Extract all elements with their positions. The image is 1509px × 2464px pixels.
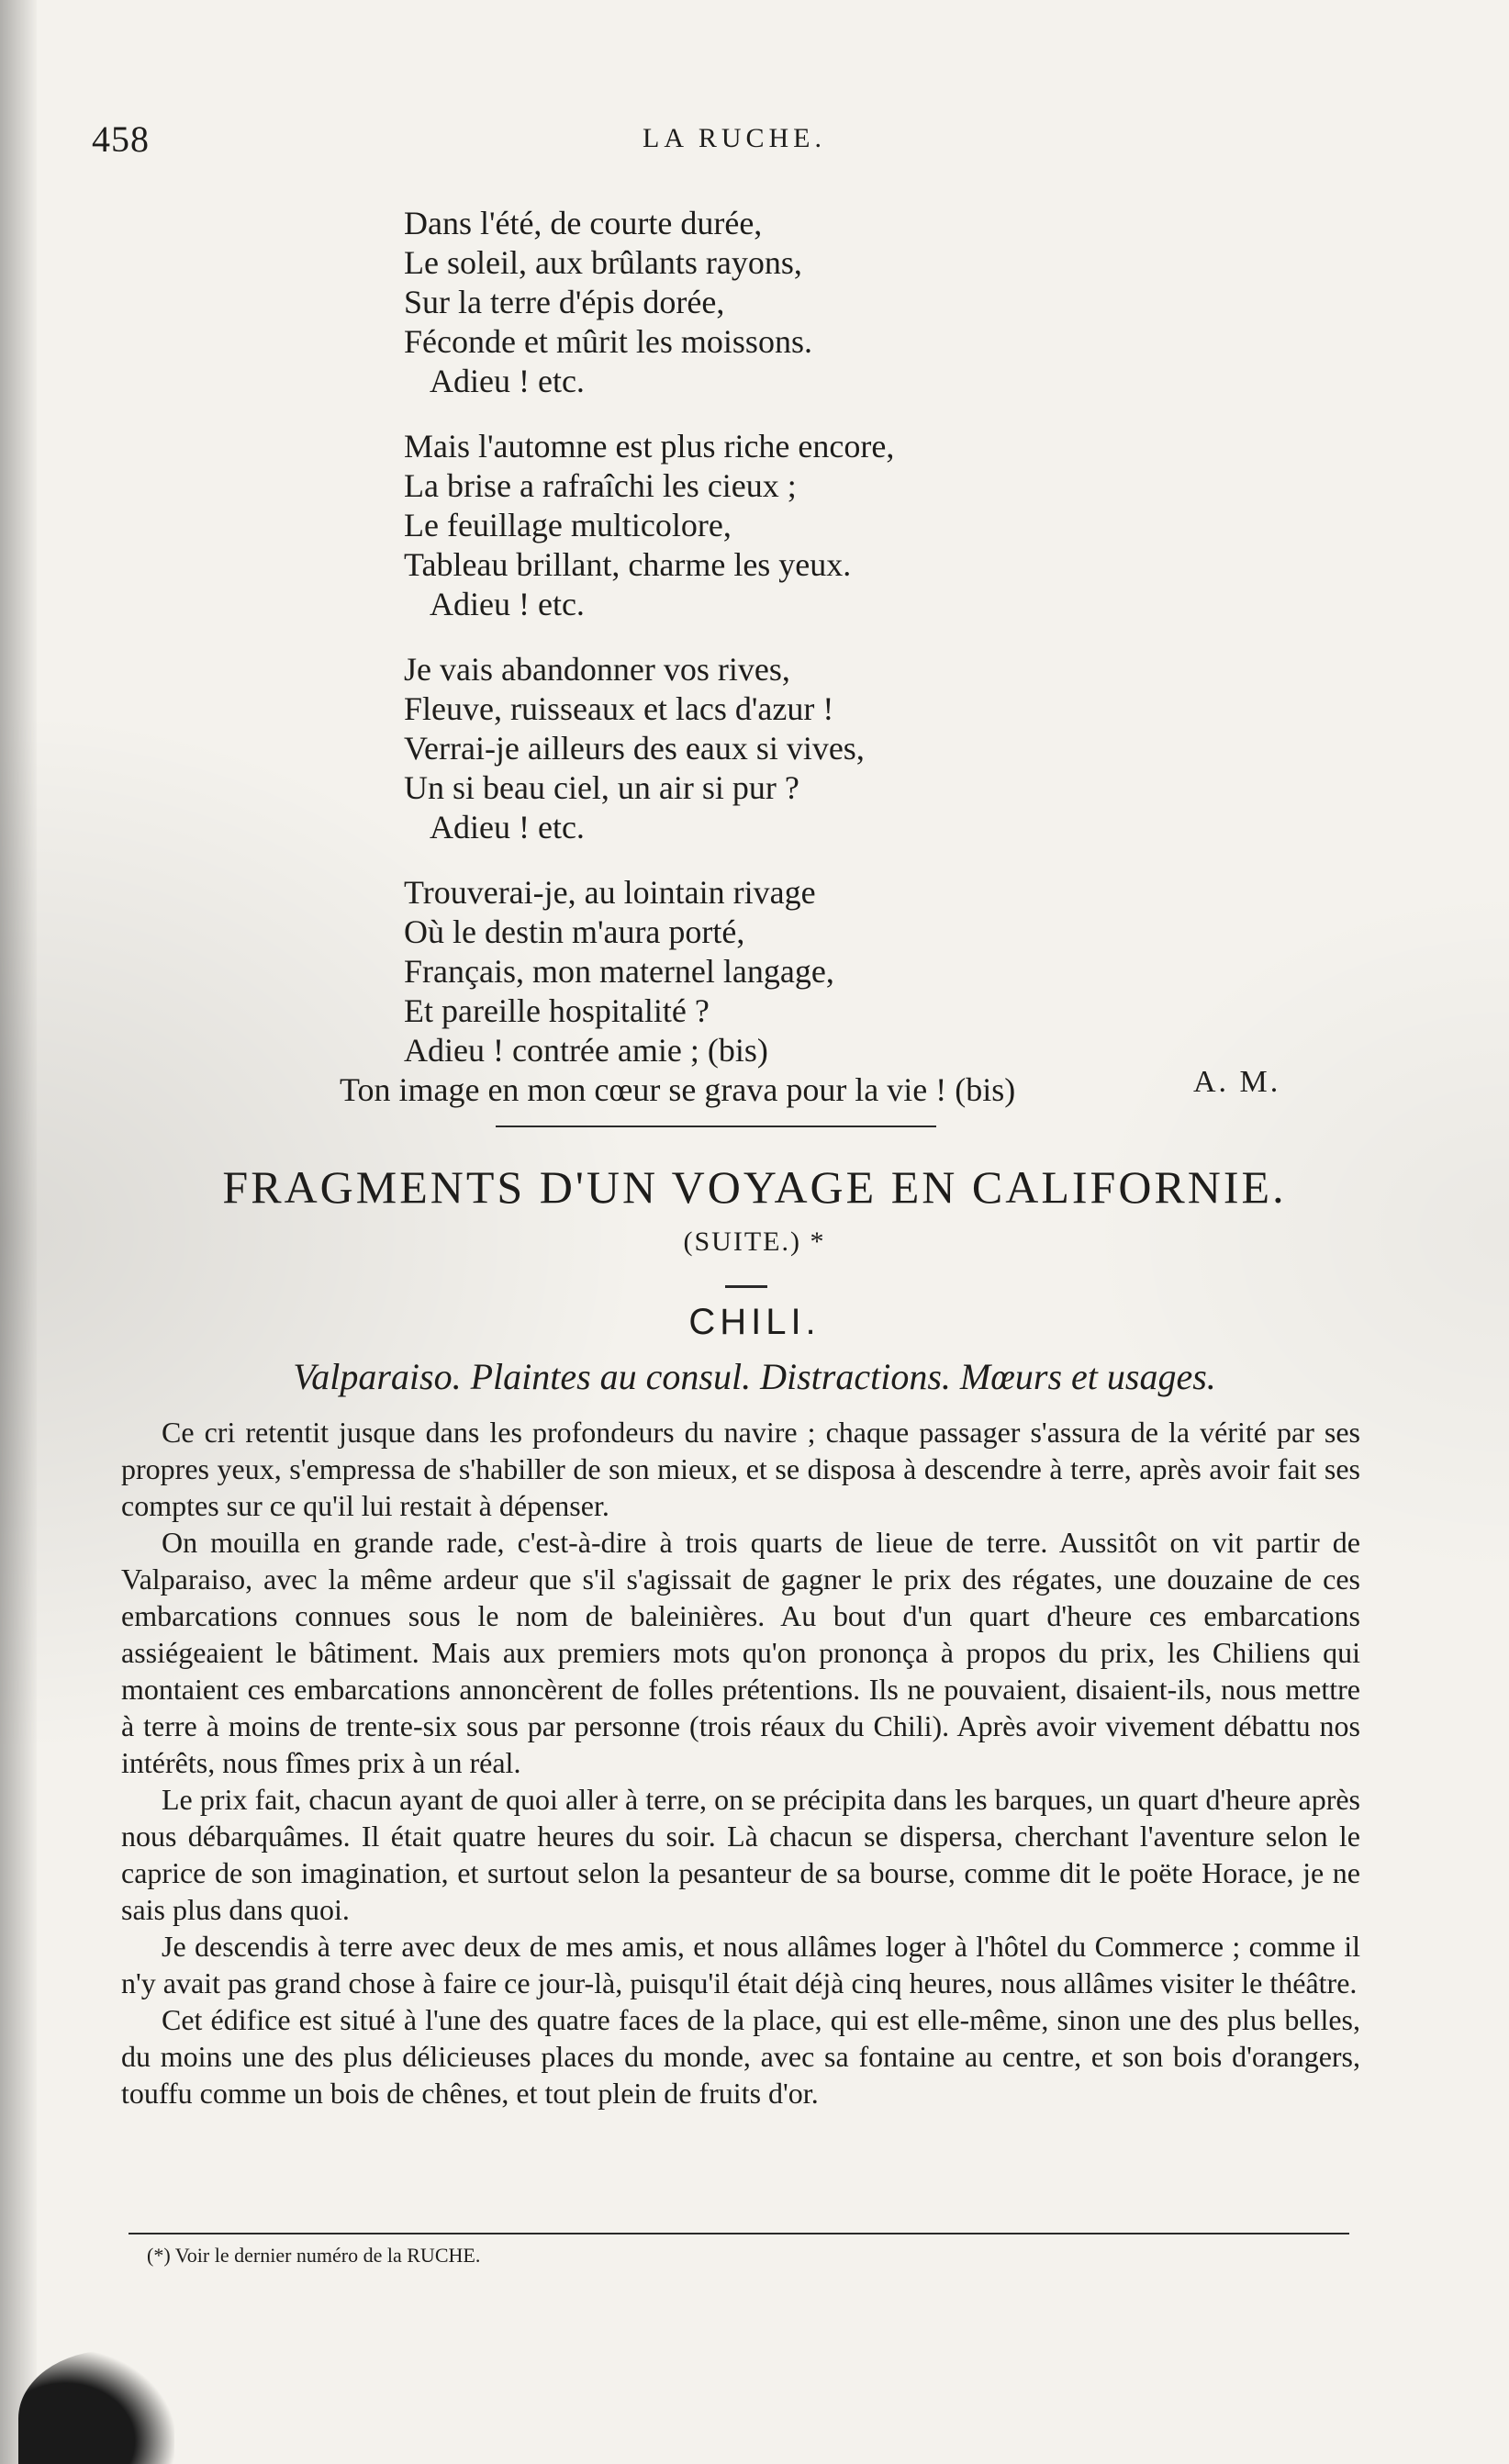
- title-dash: [725, 1285, 767, 1288]
- poem-line: Je vais abandonner vos rives,: [404, 651, 790, 688]
- article-title: FRAGMENTS D'UN VOYAGE EN CALIFORNIE.: [222, 1161, 1287, 1213]
- article-body: [121, 1414, 1360, 2111]
- poem-refrain: Adieu ! etc.: [430, 363, 585, 399]
- poem-line: Le feuillage multicolore,: [404, 507, 732, 543]
- poem-line: Fleuve, ruisseaux et lacs d'azur !: [404, 690, 834, 727]
- article-subtitle: (SUITE.) *: [683, 1226, 826, 1257]
- section-summary: Valparaiso. Plaintes au consul. Distractions. Mœurs et usages.: [293, 1356, 1216, 1397]
- footnote: (*) Voir le dernier numéro de la RUCHE.: [147, 2244, 481, 2267]
- poem-stanza: [404, 427, 1322, 624]
- paragraph: On mouilla en grande rade, c'est-à-dire à trois quarts de lieue de terre. Aussitôt on vit partir de Valparaiso, avec la même ardeur que s'il s'agissait de gagner le prix des régates, une douzaine de ces embarcations connues sous le nom de baleinières. Au bout d'un quart d'heure ces embarcations assiégeaient le bâtiment. Mais aux premiers mots qu'on prononça à propos du prix, les Chiliens qui montaient ces embarcations annoncèrent de folles prétentions. Ils ne pouvaient, disaient-ils, nous mettre à terre à moins de trente-six sous par personne (trois réaux du Chili). Après avoir vivement débattu nos intérêts, nous fîmes prix à un réal.: [121, 1526, 1360, 1779]
- poem-line: Dans l'été, de courte durée,: [404, 205, 763, 241]
- corner-ink-blot: [18, 2350, 174, 2464]
- section-title: CHILI.: [688, 1302, 821, 1342]
- poem-line: Adieu ! contrée amie ; (bis): [404, 1032, 768, 1069]
- poem-line: Un si beau ciel, un air si pur ?: [404, 769, 799, 806]
- poem-line: Français, mon maternel langage,: [404, 953, 834, 990]
- poem-line: Tableau brillant, charme les yeux.: [404, 546, 852, 583]
- poem: [340, 204, 1322, 1136]
- paragraph: Le prix fait, chacun ayant de quoi aller à terre, on se précipita dans les barques, un quart d'heure après nous débarquâmes. Il était quatre heures du soir. Là chacun se dispersa, cherchant l'aventure selon le caprice de son imagination, et surtout selon la pesanteur de sa bourse, comme dit le poëte Horace, je ne sais plus dans quoi.: [121, 1783, 1360, 1926]
- poem-stanza: [340, 873, 1322, 1110]
- poem-line: Le soleil, aux brûlants rayons,: [404, 244, 802, 281]
- poem-line: Féconde et mûrit les moissons.: [404, 323, 812, 360]
- paragraph: Ce cri retentit jusque dans les profondeurs du navire ; chaque passager s'assura de la vérité par ses propres yeux, s'empressa de s'habiller de son mieux, et se disposa à descendre à terre, après avoir fait ses comptes sur ce qu'il lui restait à dépenser.: [121, 1416, 1360, 1522]
- poem-author: A. M.: [1193, 1065, 1281, 1099]
- poem-line: Sur la terre d'épis dorée,: [404, 284, 725, 320]
- poem-line: Mais l'automne est plus riche encore,: [404, 428, 895, 465]
- poem-refrain: Adieu ! etc.: [430, 809, 585, 846]
- page-header: [92, 118, 1368, 163]
- paragraph: Cet édifice est situé à l'une des quatre faces de la place, qui est elle-même, sinon une des plus belles, du moins une des plus délicieuses places du monde, avec sa fontaine au centre, et son bois d'orangers, touffu comme un bois de chênes, et tout plein de fruits d'or.: [121, 2003, 1360, 2110]
- poem-stanza: [404, 204, 1322, 401]
- poem-line: Verrai-je ailleurs des eaux si vives,: [404, 730, 865, 767]
- poem-final-line: Ton image en mon cœur se grava pour la vie ! (bis): [340, 1071, 1016, 1108]
- poem-line: Et pareille hospitalité ?: [404, 992, 710, 1029]
- section-divider: [496, 1126, 936, 1127]
- footnote-divider: [129, 2233, 1349, 2234]
- poem-refrain: Adieu ! etc.: [430, 586, 585, 622]
- poem-line: La brise a rafraîchi les cieux ;: [404, 467, 797, 504]
- poem-stanza: [404, 650, 1322, 847]
- poem-line: Trouverai-je, au lointain rivage: [404, 874, 816, 911]
- page-number: 458: [92, 118, 150, 160]
- paragraph: Je descendis à terre avec deux de mes amis, et nous allâmes loger à l'hôtel du Commerce ; comme il n'y avait pas grand chose à faire ce jour-là, puisqu'il était déjà cinq heures, nous allâmes visiter le théâtre.: [121, 1930, 1360, 1999]
- running-head: LA RUCHE.: [643, 123, 827, 153]
- poem-line: Où le destin m'aura porté,: [404, 913, 745, 950]
